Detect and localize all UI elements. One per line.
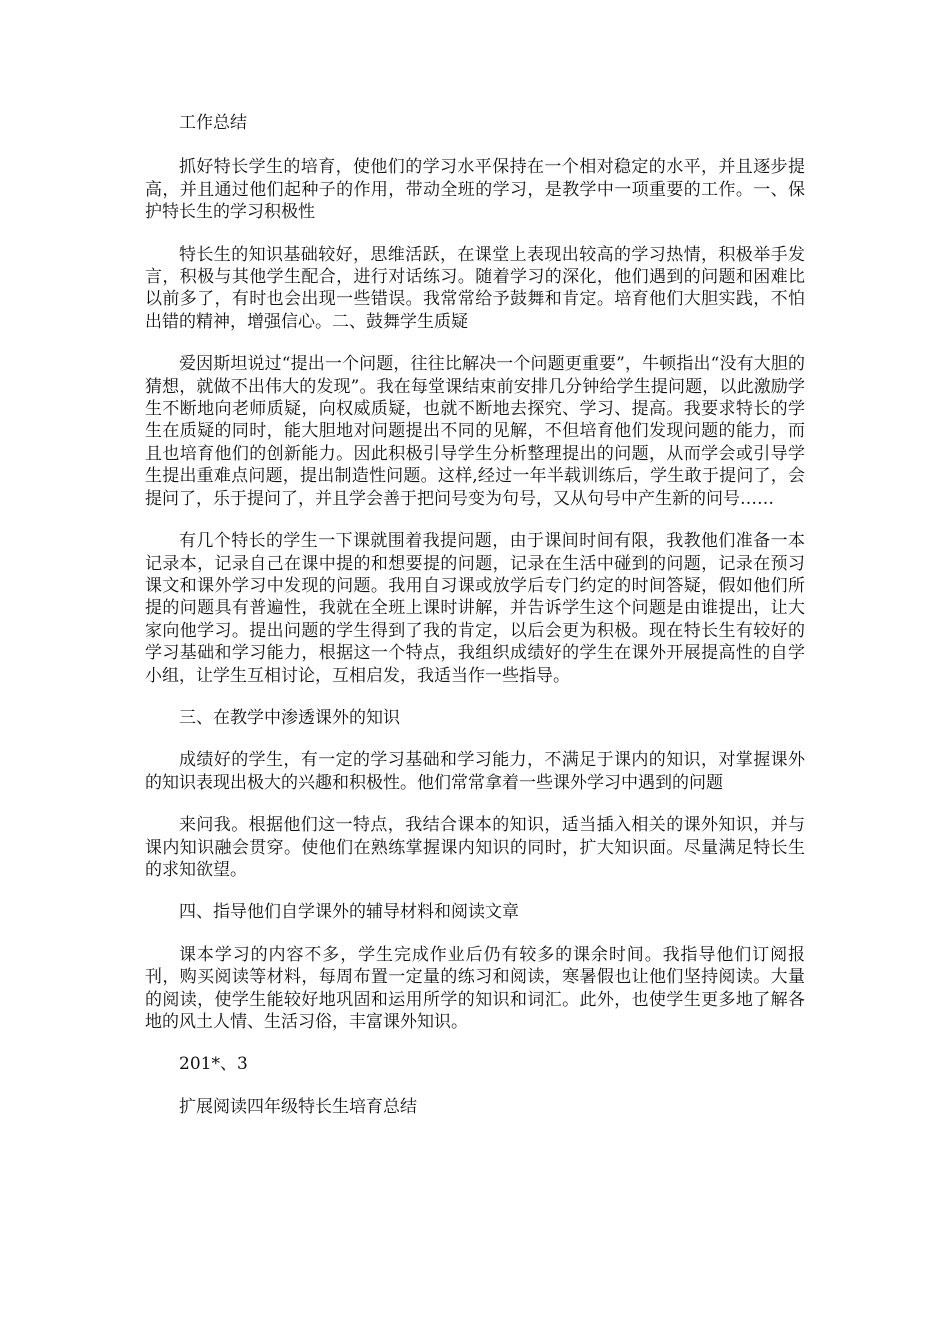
paragraph-intro: 抓好特长学生的培育，使他们的学习水平保持在一个相对稳定的水平，并且逐步提高，并且通过他们起种子的作用，带动全班的学习，是教学中一项重要的工作。一、保护特长生的学习积极性 bbox=[145, 157, 805, 223]
section-heading-4: 四、指导他们自学课外的辅导材料和阅读文章 bbox=[179, 902, 519, 923]
document-page bbox=[145, 112, 805, 1138]
extended-reading-title: 扩展阅读四年级特长生培育总结 bbox=[179, 1096, 417, 1117]
paragraph-enthusiasm: 特长生的知识基础较好，思维活跃，在课堂上表现出较高的学习热情，积极举手发言，积极与其他学生配合，进行对话练习。随着学习的深化，他们遇到的问题和困难比以前多了，有时也会出现一些错误。我常常给予鼓舞和肯定。培育他们大胆实践，不怕出错的精神，增强信心。二、鼓舞学生质疑 bbox=[145, 244, 805, 332]
paragraph-extracurricular: 成绩好的学生，有一定的学习基础和学习能力，不满足于课内的知识，对掌握课外的知识表现出极大的兴趣和积极性。他们常常拿着一些课外学习中遇到的问题 bbox=[145, 750, 805, 793]
paragraph-reading: 课本学习的内容不多，学生完成作业后仍有较多的课余时间。我指导他们订阅报刊，购买阅读等材料，每周布置一定量的练习和阅读，寒暑假也让他们坚持阅读。大量的阅读，使学生能较好地巩固和运用所学的知识和词汇。此外，也使学生更多地了解各地的风土人情、生活习俗，丰富课外知识。 bbox=[145, 944, 805, 1032]
document-date: 201*、3 bbox=[179, 1054, 248, 1075]
section-heading-3: 三、在教学中渗透课外的知识 bbox=[179, 707, 400, 728]
paragraph-notebook: 有几个特长的学生一下课就围着我提问题，由于课间时间有限，我教他们准备一本记录本，记录自己在课中提的和想要提的问题，记录在生活中碰到的问题，记录在预习课文和课外学习中发现的问题。我用自习课或放学后专门约定的时间答疑，假如他们所提的问题具有普遍性，我就在全班上课时讲解，并告诉学生这个问题是由谁提出，让大家向他学习。提出问题的学生得到了我的肯定，以后会更为积极。现在特长生有较好的学习基础和学习能力，根据这一个特点，我组织成绩好的学生在课外开展提高性的自学小组，让学生互相讨论，互相启发，我适当作一些指导。 bbox=[145, 531, 805, 686]
paragraph-integration: 来问我。根据他们这一特点，我结合课本的知识，适当插入相关的课外知识，并与课内知识融会贯穿。使他们在熟练掌握课内知识的同时，扩大知识面。尽量满足特长生的求知欲望。 bbox=[145, 815, 805, 880]
document-title: 工作总结 bbox=[179, 113, 247, 133]
paragraph-questioning: 爱因斯坦说过“提出一个问题，往往比解决一个问题更重要”，牛顿指出“没有大胆的猜想，就做不出伟大的发现”。我在每堂课结束前安排几分钟给学生提问题，以此激励学生不断地向老师质疑，向权威质疑，也就不断地去探究、学习、提高。我要求特长的学生在质疑的同时，能大胆地对问题提出不同的见解，不但培育他们发现问题的能力，而且也培育他们的创新能力。因此积极引导学生分析整理提出的问题，从而学会或引导学生提出重难点问题，提出制造性问题。这样,经过一年半载训练后，学生敢于提问了，会提问了，乐于提问了，并且学会善于把问号变为句号，又从句号中产生新的问号…… bbox=[145, 354, 805, 509]
